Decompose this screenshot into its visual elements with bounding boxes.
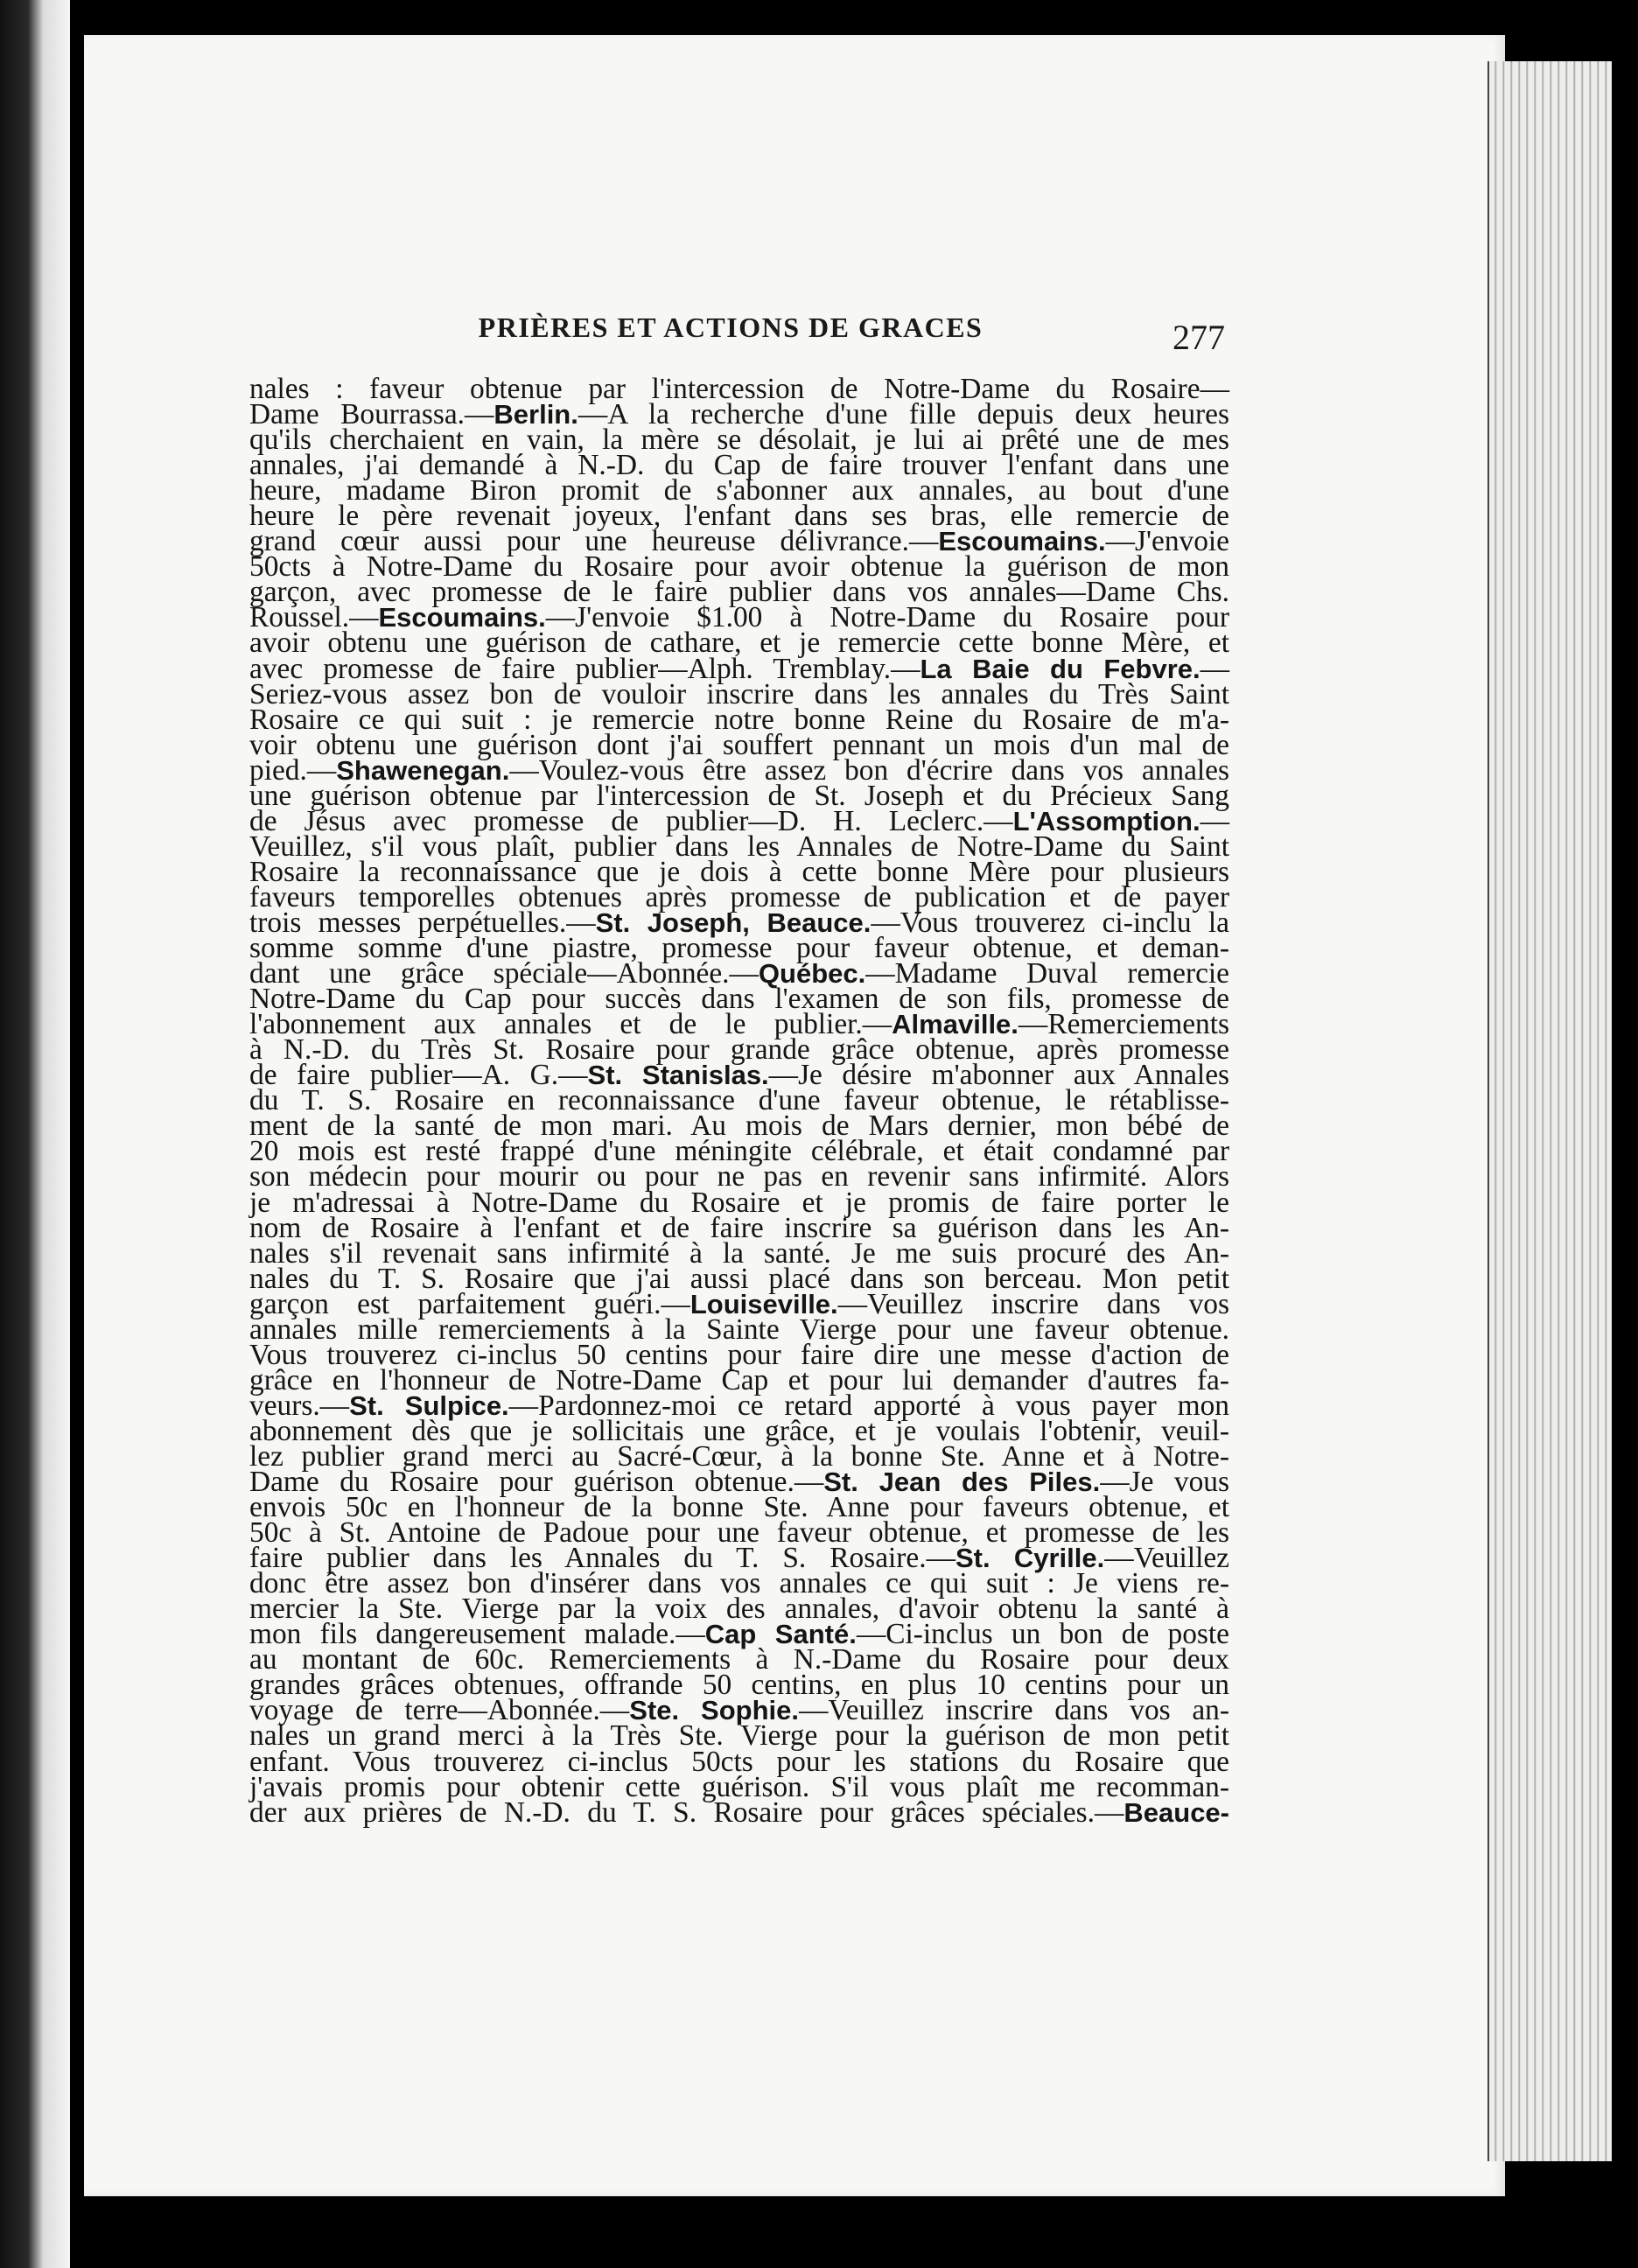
text-run: grâce en l'honneur de Notre-Dame Cap et pour lui demander d'autres fa- [249,1363,1229,1396]
text-run: veurs.— [249,1389,350,1422]
text-run: Seriez-vous assez bon de vouloir inscrire dans les annales du Très Saint [249,677,1229,710]
text-run: 50cts à Notre-Dame du Rosaire pour avoir obtenue la guérison de mon [249,550,1229,584]
text-run: 50c à St. Antoine de Padoue pour une faveur obtenue, et promesse de les [249,1516,1229,1550]
text-run: pied.— [249,753,337,787]
place-name: Québec. [758,958,866,990]
text-run: grand cœur aussi pour une heureuse délivrance.— [249,525,939,558]
place-name: St. Jean des Piles. [823,1466,1101,1498]
text-run: Veuillez, s'il vous plaît, publier dans les Annales de Notre-Dame du Saint [249,830,1229,863]
text-run: j'avais promis pour obtenir cette guérison. S'il vous plaît me recomman- [249,1770,1229,1803]
text-run: —Veuillez [1104,1542,1229,1575]
text-run: de faire publier—A. G.— [249,1059,588,1092]
text-run: au montant de 60c. Remerciements à N.-Dame du Rosaire pour deux [249,1643,1229,1676]
text-run: —J'envoie [1105,525,1229,558]
place-name: St. Cyrille. [955,1543,1105,1574]
text-run: nales s'il revenait sans infirmité à la santé. Je me suis procuré des An- [249,1236,1229,1270]
text-run: trois messes perpétuelles.— [249,906,596,939]
text-run: der aux prières de N.-D. du T. S. Rosaire pour grâces spéciales.— [249,1796,1124,1829]
text-run: — [1200,652,1230,685]
text-run: heure, madame Biron promit de s'abonner aux annales, au bout d'une [249,474,1229,508]
text-run: Dame du Rosaire pour guérison obtenue.— [249,1466,824,1499]
place-name: Ste. Sophie. [629,1695,799,1726]
text-run: faire publier dans les Annales du T. S. Rosaire.— [249,1542,956,1575]
text-run: donc être assez bon d'insérer dans vos annales ce qui suit : Je viens re- [249,1567,1229,1600]
text-run: somme somme d'une piastre, promesse pour faveur obtenue, et deman- [249,932,1229,965]
text-run: enfant. Vous trouverez ci-inclus 50cts pour les stations du Rosaire que [249,1745,1229,1778]
place-name: Escoumains. [938,526,1106,557]
text-run: —Voulez-vous être assez bon d'écrire dans vos annales [509,753,1229,787]
text-run: annales, j'ai demandé à N.-D. du Cap de faire trouver l'enfant dans une [249,449,1229,482]
place-name: Beauce- [1124,1796,1229,1828]
place-name: Louiseville. [690,1288,838,1320]
text-run: Notre-Dame du Cap pour succès dans l'examen de son fils, promesse de [249,983,1229,1016]
text-run: —Ci-inclus un bon de poste [856,1618,1229,1651]
text-run: —Je désire m'abonner aux Annales [768,1059,1230,1092]
text-run: —Madame Duval remercie [865,957,1229,990]
text-run: de Jésus avec promesse de publier—D. H. Leclerc.— [249,804,1013,837]
place-name: Cap Santé. [704,1619,857,1650]
place-name: Escoumains. [378,602,546,634]
text-run: son médecin pour mourir ou pour ne pas en revenir sans infirmité. Alors [249,1160,1229,1194]
text-run: dant une grâce spéciale—Abonnée.— [249,957,759,990]
text-run: avec promesse de faire publier—Alph. Tremblay.— [249,652,920,685]
text-run: —Remerciements [1018,1008,1229,1041]
text-run: nom de Rosaire à l'enfant et de faire inscrire sa guérison dans les An- [249,1211,1229,1244]
body-text [249,373,1230,1829]
text-run: nales du T. S. Rosaire que j'ai aussi placé dans son berceau. Mon petit [249,1262,1229,1295]
text-run: —Veuillez inscrire dans vos [837,1287,1229,1320]
text-run: du T. S. Rosaire en reconnaissance d'une faveur obtenue, le rétablisse- [249,1084,1229,1117]
running-title: PRIÈRES ET ACTIONS DE GRACES [478,312,984,343]
text-run: abonnement dès que je sollicitais une grâce, et je voulais l'obtenir, veuil- [249,1414,1229,1447]
place-name: Almaville. [892,1009,1018,1040]
text-run: une guérison obtenue par l'intercession de St. Joseph et du Précieux Sang [249,779,1229,812]
text-run: annales mille remerciements à la Sainte Vierge pour une faveur obtenue. [249,1312,1229,1346]
text-run: lez publier grand merci au Sacré-Cœur, à la bonne Ste. Anne et à Notre- [249,1439,1229,1473]
text-run: envois 50c en l'honneur de la bonne Ste. Anne pour faveurs obtenue, et [249,1491,1229,1524]
text-run: à N.-D. du Très St. Rosaire pour grande grâce obtenue, après promesse [249,1033,1229,1067]
page-number: 277 [1172,318,1225,357]
text-run: je m'adressai à Notre-Dame du Rosaire et je promis de faire porter le [249,1186,1229,1219]
text-run: —Vous trouverez ci-inclu la [871,906,1229,939]
page-stack-edge [1488,61,1612,2161]
text-run: garçon, avec promesse de le faire publier dans vos annales—Dame Chs. [249,576,1229,609]
place-name: St. Stanislas. [587,1060,769,1091]
place-name: Berlin. [494,399,578,430]
text-run: —Je vous [1100,1466,1229,1499]
place-name: St. Sulpice. [349,1390,509,1421]
text-run: grandes grâces obtenues, offrande 50 centins, en plus 10 centins pour un [249,1669,1229,1702]
text-run: —J'envoie $1.00 à Notre-Dame du Rosaire pour [545,601,1229,634]
text-run: faveurs temporelles obtenues après promesse de publication et de payer [249,880,1229,914]
text-run: voyage de terre—Abonnée.— [249,1694,630,1727]
facing-page-edge [0,0,70,2268]
text-run: Vous trouverez ci-inclus 50 centins pour faire dire une messe d'action de [249,1338,1229,1371]
text-run: 20 mois est resté frappé d'une méningite célébrale, et était condamné par [249,1135,1229,1168]
text-run: nales : faveur obtenue par l'intercession de Notre-Dame du Rosaire— [249,373,1229,405]
text-run: —Pardonnez-moi ce retard apporté à vous payer mon [508,1389,1229,1422]
place-name: L'Assomption. [1012,805,1200,836]
text-run: Dame Bourrassa.— [249,398,494,431]
text-run: Rosaire la reconnaissance que je dois à cette bonne Mère pour plusieurs [249,855,1229,888]
text-run: nales un grand merci à la Très Ste. Vierge pour la guérison de mon petit [249,1719,1229,1753]
text-run: garçon est parfaitement guéri.— [249,1287,690,1320]
place-name: La Baie du Febvre. [920,653,1200,684]
text-run: qu'ils cherchaient en vain, la mère se désolait, je lui ai prêté une de mes [249,424,1229,457]
text-run: ment de la santé de mon mari. Au mois de Mars dernier, mon bébé de [249,1110,1229,1143]
place-name: St. Joseph, Beauce. [595,906,872,938]
text-run: —A la recherche d'une fille depuis deux heures [578,398,1229,431]
place-name: Shawenegan. [336,754,510,786]
text-run: Rosaire ce qui suit : je remercie notre bonne Reine du Rosaire de m'a- [249,703,1229,736]
text-run: — [1200,804,1229,837]
text-run: mon fils dangereusement malade.— [249,1618,705,1651]
text-run: Roussel.— [249,601,379,634]
text-run: heure le père revenait joyeux, l'enfant dans ses bras, elle remercie de [249,500,1229,533]
text-run: l'abonnement aux annales et de le publier.— [249,1008,892,1041]
text-run: avoir obtenu une guérison de cathare, et je remercie cette bonne Mère, et [249,626,1229,660]
text-run: voir obtenu une guérison dont j'ai souffert pennant un mois d'un mal de [249,728,1229,761]
text-run: mercier la Ste. Vierge par la voix des annales, d'avoir obtenu la santé à [249,1592,1229,1626]
text-line [249,1796,1229,1829]
text-run: —Veuillez inscrire dans vos an- [799,1694,1230,1727]
